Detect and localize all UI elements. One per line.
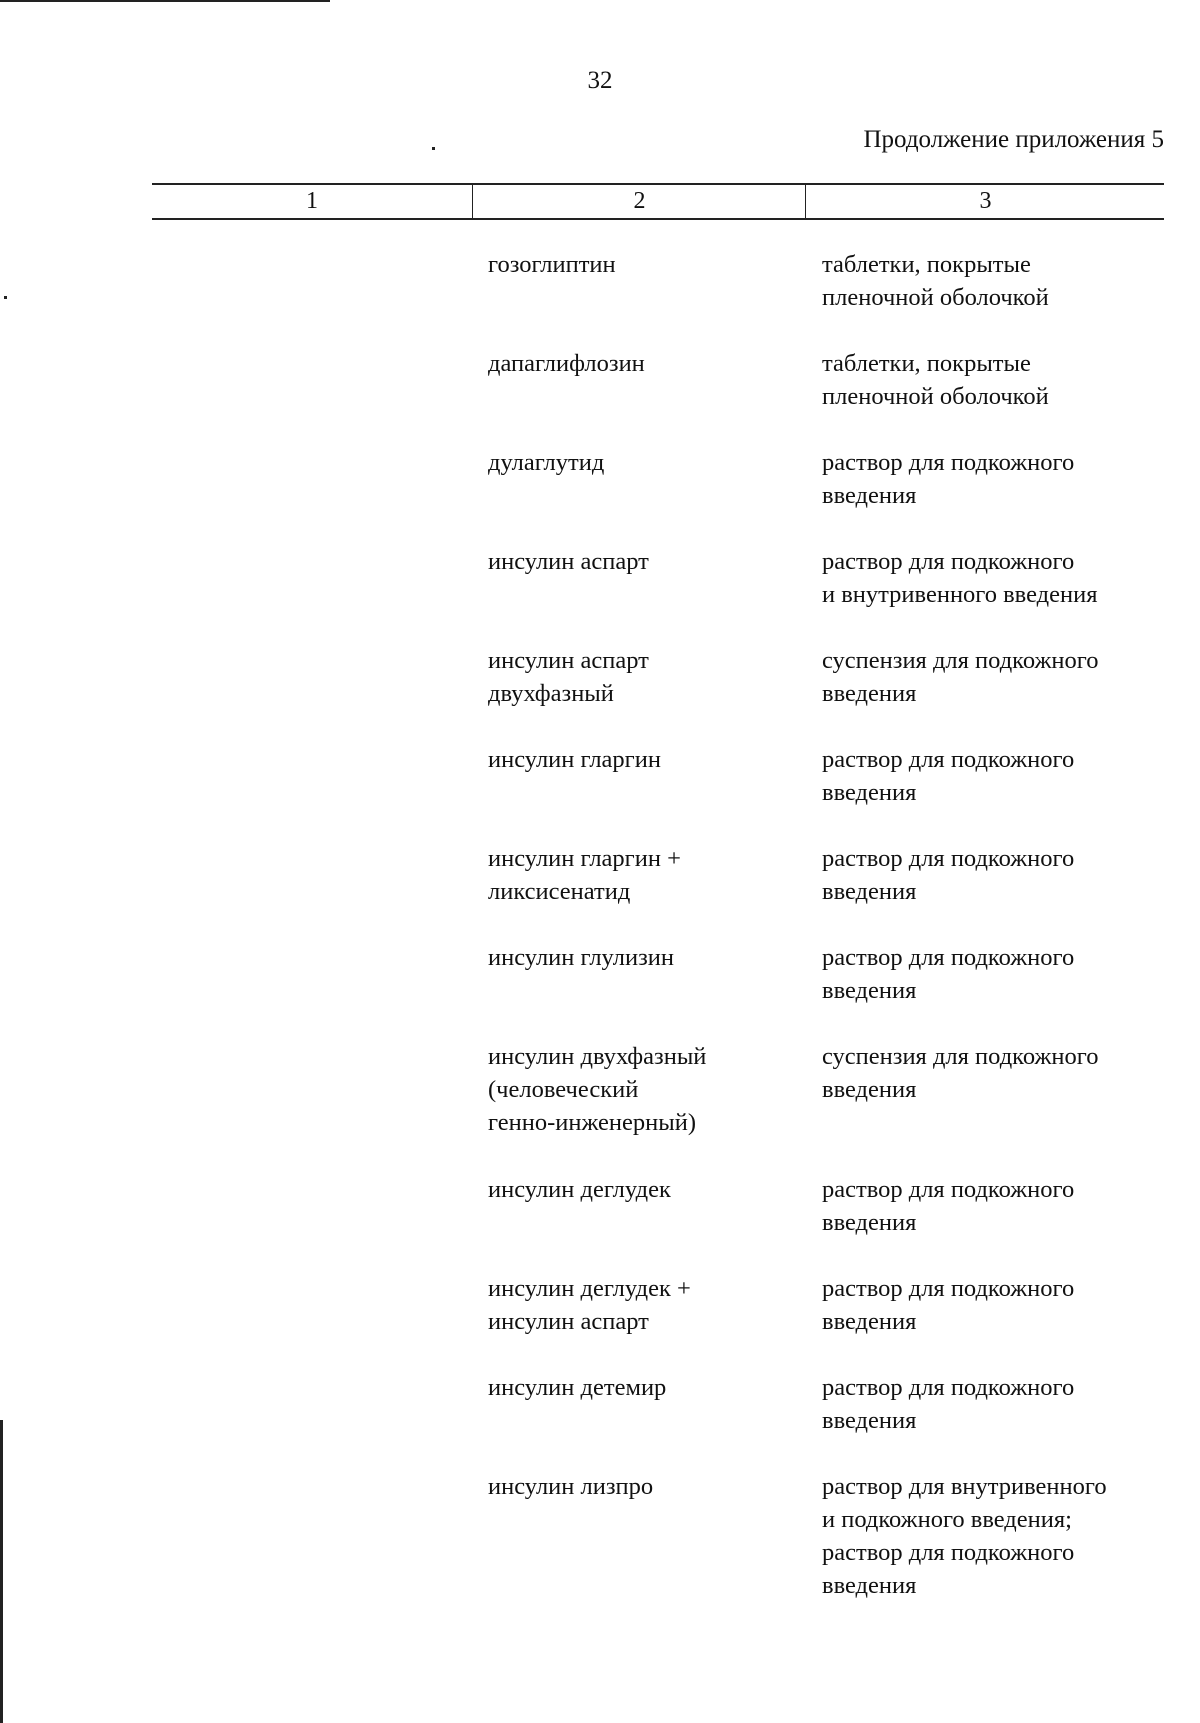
dosage-form: раствор для подкожного и внутривенного введения bbox=[822, 548, 1098, 608]
drug-name: инсулин аспарт двухфазный bbox=[488, 647, 649, 707]
drug-name: инсулин двухфазный (человеческий генно-инженерный) bbox=[488, 1043, 707, 1136]
drug-name: инсулин аспарт bbox=[488, 548, 649, 575]
drug-name: инсулин лизпро bbox=[488, 1473, 654, 1500]
dosage-form: суспензия для подкожного введения bbox=[822, 647, 1099, 707]
drug-name: гозоглиптин bbox=[488, 251, 616, 278]
drug-name: инсулин глулизин bbox=[488, 944, 674, 971]
scan-left-edge bbox=[0, 1420, 3, 1723]
table-header bbox=[152, 183, 1164, 220]
drug-name: дапаглифлозин bbox=[488, 350, 645, 377]
header-col-1: 1 bbox=[306, 188, 318, 214]
drug-name: инсулин детемир bbox=[488, 1374, 667, 1401]
scan-top-line bbox=[0, 0, 330, 2]
header-col-2: 2 bbox=[472, 185, 806, 218]
dosage-form: раствор для внутривенного и подкожного введения; раствор для подкожного введения bbox=[822, 1473, 1107, 1599]
drug-name: инсулин гларгин bbox=[488, 746, 661, 773]
dosage-form: таблетки, покрытые пленочной оболочкой bbox=[822, 350, 1049, 410]
dosage-form: раствор для подкожного введения bbox=[822, 1374, 1075, 1434]
dosage-form: раствор для подкожного введения bbox=[822, 449, 1075, 509]
scan-dot bbox=[432, 147, 435, 150]
dosage-form: раствор для подкожного введения bbox=[822, 845, 1075, 905]
drug-name: дулаглутид bbox=[488, 449, 605, 476]
drug-name: инсулин деглудек bbox=[488, 1176, 671, 1203]
dosage-form: раствор для подкожного введения bbox=[822, 1275, 1075, 1335]
scan-dot bbox=[4, 296, 7, 299]
continuation-title: Продолжение приложения 5 bbox=[863, 126, 1164, 153]
dosage-form: раствор для подкожного введения bbox=[822, 1176, 1075, 1236]
dosage-form: суспензия для подкожного введения bbox=[822, 1043, 1099, 1103]
header-col-3: 3 bbox=[805, 185, 1165, 218]
dosage-form: таблетки, покрытые пленочной оболочкой bbox=[822, 251, 1049, 311]
dosage-form: раствор для подкожного введения bbox=[822, 746, 1075, 806]
page-number: 32 bbox=[587, 67, 613, 94]
drug-name: инсулин деглудек + инсулин аспарт bbox=[488, 1275, 691, 1335]
drug-name: инсулин гларгин + ликсисенатид bbox=[488, 845, 681, 905]
dosage-form: раствор для подкожного введения bbox=[822, 944, 1075, 1004]
